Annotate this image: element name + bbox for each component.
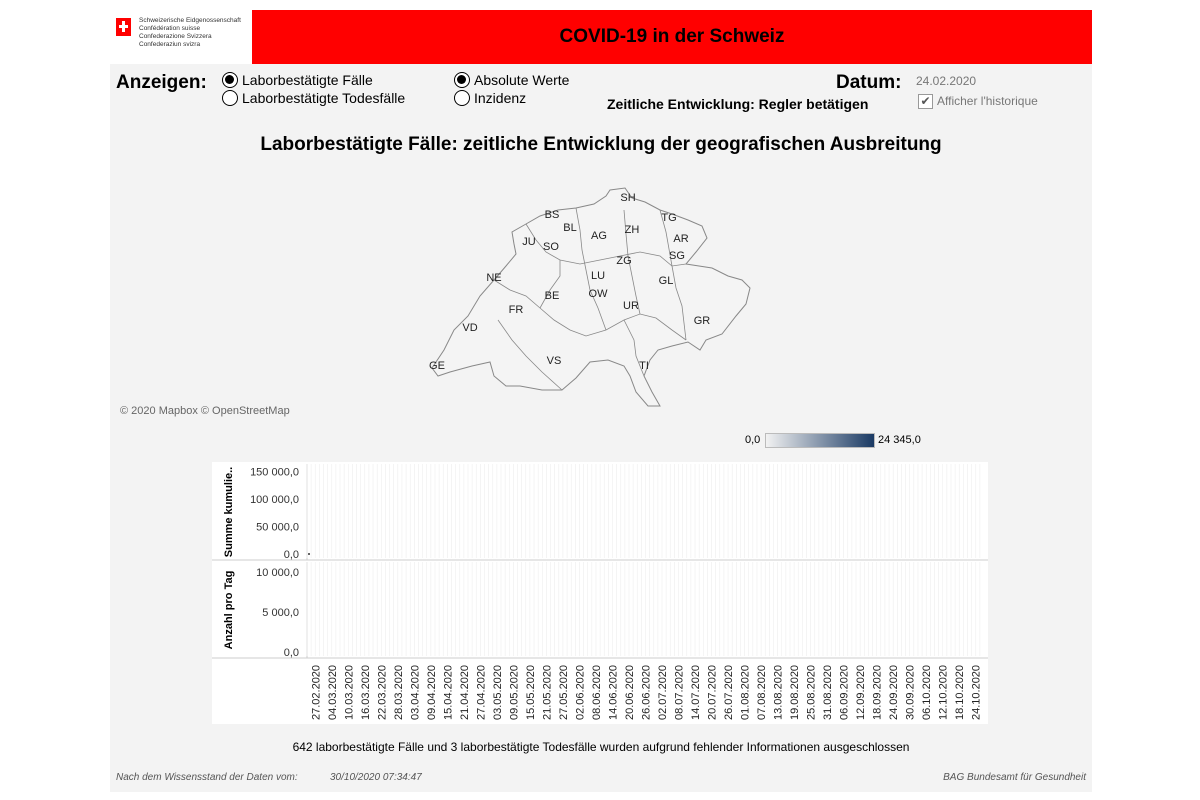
x-tick-label: 09.04.2020 bbox=[425, 664, 438, 720]
timeline-hint: Zeitliche Entwicklung: Regler betätigen bbox=[607, 96, 869, 112]
x-tick-label: 12.10.2020 bbox=[937, 664, 950, 720]
x-tick-label: 22.03.2020 bbox=[376, 664, 389, 720]
canton-label-be: BE bbox=[544, 290, 560, 302]
x-tick-label: 13.08.2020 bbox=[772, 664, 785, 720]
x-tick-label: 14.06.2020 bbox=[607, 664, 620, 720]
time-series-charts[interactable] bbox=[212, 462, 988, 724]
y-axis-title: Anzahl pro Tag bbox=[223, 570, 235, 650]
excluded-note: 642 laborbestätigte Fälle und 3 laborbestätigte Todesfälle wurden aufgrund fehlender Informationen ausgeschlossen bbox=[292, 740, 910, 754]
x-tick-label: 30.09.2020 bbox=[904, 664, 917, 720]
x-tick-label: 25.08.2020 bbox=[805, 664, 818, 720]
x-tick-label: 02.06.2020 bbox=[574, 664, 587, 720]
x-tick-label: 08.07.2020 bbox=[673, 664, 686, 720]
x-tick-label: 14.07.2020 bbox=[690, 664, 703, 720]
canton-label-fr: FR bbox=[508, 304, 524, 316]
data-state-date: 30/10/2020 07:34:47 bbox=[330, 772, 422, 783]
canton-label-bs: BS bbox=[544, 209, 560, 221]
x-tick-label: 06.10.2020 bbox=[921, 664, 934, 720]
swiss-flag-icon bbox=[116, 18, 131, 36]
logo-line: Confédération suisse bbox=[139, 25, 201, 32]
x-tick-label: 27.02.2020 bbox=[310, 664, 323, 720]
canton-label-zh: ZH bbox=[624, 224, 640, 236]
x-tick-label: 26.07.2020 bbox=[723, 664, 736, 720]
radio-label: Inzidenz bbox=[474, 90, 527, 106]
x-tick-label: 04.03.2020 bbox=[326, 664, 339, 720]
logo-text bbox=[139, 17, 241, 49]
radio-selected-icon[interactable] bbox=[454, 72, 470, 88]
charts-svg[interactable] bbox=[212, 462, 988, 724]
logo-line: Schweizerische Eidgenossenschaft bbox=[139, 17, 241, 24]
x-tick-label: 18.10.2020 bbox=[954, 664, 967, 720]
datum-label: Datum: bbox=[836, 72, 902, 93]
canton-map[interactable] bbox=[410, 180, 790, 415]
x-tick-label: 15.05.2020 bbox=[524, 664, 537, 720]
federal-logo bbox=[110, 10, 252, 64]
x-tick-label: 31.08.2020 bbox=[822, 664, 835, 720]
x-tick-label: 21.05.2020 bbox=[541, 664, 554, 720]
logo-line: Confederazione Svizzera bbox=[139, 33, 212, 40]
canton-label-sg: SG bbox=[669, 250, 685, 262]
canton-label-gl: GL bbox=[658, 275, 674, 287]
canton-label-ju: JU bbox=[522, 236, 536, 248]
radio-label: Laborbestätigte Fälle bbox=[242, 72, 373, 88]
x-tick-label: 01.08.2020 bbox=[739, 664, 752, 720]
radio-faelle[interactable] bbox=[222, 72, 373, 88]
header-banner bbox=[110, 10, 1092, 64]
x-tick-label: 07.08.2020 bbox=[756, 664, 769, 720]
y-tick-label: 50 000,0 bbox=[256, 521, 299, 534]
canton-label-ti: TI bbox=[639, 360, 649, 372]
y-tick-label: 10 000,0 bbox=[256, 567, 299, 579]
x-tick-label: 20.07.2020 bbox=[706, 664, 719, 720]
y-tick-label: 150 000,0 bbox=[250, 466, 299, 479]
canton-label-ur: UR bbox=[623, 300, 639, 312]
x-tick-label: 08.06.2020 bbox=[590, 664, 603, 720]
canton-label-lu: LU bbox=[590, 270, 606, 282]
legend-max: 24 345,0 bbox=[878, 434, 921, 446]
radio-label: Absolute Werte bbox=[474, 72, 570, 88]
canton-label-bl: BL bbox=[563, 222, 577, 234]
history-checkbox[interactable]: ✔ bbox=[918, 94, 933, 109]
canton-label-ag: AG bbox=[591, 230, 607, 242]
canton-label-zg: ZG bbox=[616, 255, 632, 267]
x-tick-label: 27.04.2020 bbox=[475, 664, 488, 720]
x-tick-label: 21.04.2020 bbox=[458, 664, 471, 720]
x-tick-label: 20.06.2020 bbox=[623, 664, 636, 720]
canton-label-tg: TG bbox=[661, 212, 677, 224]
legend-min: 0,0 bbox=[745, 434, 761, 446]
x-tick-label: 18.09.2020 bbox=[871, 664, 884, 720]
x-tick-label: 27.05.2020 bbox=[557, 664, 570, 720]
canton-label-ge: GE bbox=[429, 360, 445, 372]
canton-label-gr: GR bbox=[693, 315, 711, 327]
color-legend-bar bbox=[765, 433, 875, 448]
canton-label-vs: VS bbox=[546, 355, 562, 367]
radio-todesfaelle[interactable] bbox=[222, 90, 405, 106]
canton-label-sh: SH bbox=[620, 192, 636, 204]
x-tick-label: 02.07.2020 bbox=[657, 664, 670, 720]
radio-absolute[interactable] bbox=[454, 72, 569, 88]
map-credit: © 2020 Mapbox © OpenStreetMap bbox=[120, 405, 290, 417]
x-tick-label: 19.08.2020 bbox=[789, 664, 802, 720]
canton-label-ar: AR bbox=[673, 233, 689, 245]
radio-empty-icon[interactable] bbox=[222, 90, 238, 106]
date-slider-value[interactable]: 24.02.2020 bbox=[916, 74, 977, 88]
canton-label-ne: NE bbox=[486, 272, 502, 284]
canton-label-vd: VD bbox=[462, 322, 478, 334]
y-tick-label: 0,0 bbox=[283, 647, 299, 659]
canton-label-ow: OW bbox=[588, 288, 608, 300]
x-tick-label: 03.05.2020 bbox=[491, 664, 504, 720]
map-title: Laborbestätigte Fälle: zeitliche Entwicklung der geografischen Ausbreitung bbox=[260, 134, 942, 155]
x-tick-label: 12.09.2020 bbox=[855, 664, 868, 720]
radio-empty-icon[interactable] bbox=[454, 90, 470, 106]
x-tick-label: 06.09.2020 bbox=[838, 664, 851, 720]
data-state-label: Nach dem Wissensstand der Daten vom: bbox=[116, 772, 298, 783]
x-tick-label: 15.04.2020 bbox=[442, 664, 455, 720]
logo-line: Confederaziun svizra bbox=[139, 41, 201, 48]
history-checkbox-label[interactable]: Afficher l'historique bbox=[937, 94, 1038, 108]
data-point bbox=[308, 553, 310, 555]
page-title: COVID-19 in der Schweiz bbox=[559, 26, 785, 47]
radio-label: Laborbestätigte Todesfälle bbox=[242, 90, 406, 106]
y-tick-label: 5 000,0 bbox=[262, 607, 299, 619]
y-tick-label: 0,0 bbox=[283, 549, 299, 561]
radio-selected-icon[interactable] bbox=[222, 72, 238, 88]
x-tick-label: 26.06.2020 bbox=[640, 664, 653, 720]
dashboard bbox=[110, 10, 1092, 792]
x-tick-label: 10.03.2020 bbox=[343, 664, 356, 720]
canton-label-so: SO bbox=[543, 241, 559, 253]
source-label: BAG Bundesamt für Gesundheit bbox=[943, 772, 1086, 783]
radio-inzidenz[interactable] bbox=[454, 90, 526, 106]
x-tick-label: 28.03.2020 bbox=[392, 664, 405, 720]
x-tick-label: 24.10.2020 bbox=[970, 664, 983, 720]
y-tick-label: 100 000,0 bbox=[250, 494, 299, 506]
x-tick-label: 16.03.2020 bbox=[359, 664, 372, 720]
x-tick-label: 24.09.2020 bbox=[888, 664, 901, 720]
y-axis-title: Summe kumulie.. bbox=[223, 466, 235, 558]
x-tick-label: 03.04.2020 bbox=[409, 664, 422, 720]
x-tick-label: 09.05.2020 bbox=[508, 664, 521, 720]
anzeigen-label: Anzeigen: bbox=[116, 72, 207, 93]
